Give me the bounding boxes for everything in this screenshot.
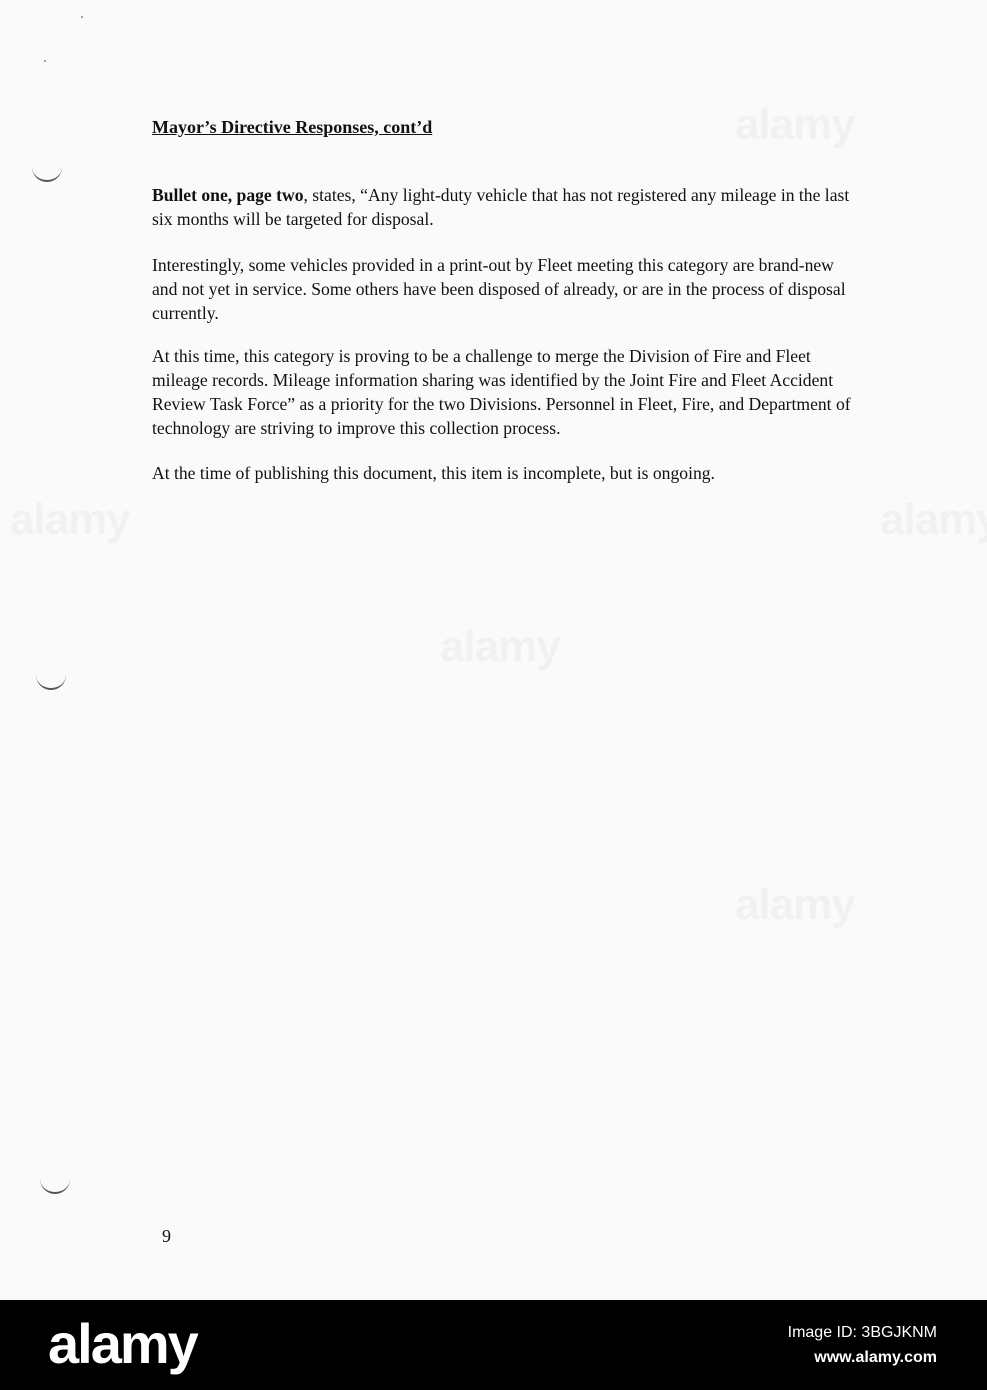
stock-url: www.alamy.com: [814, 1349, 937, 1366]
watermark: [735, 100, 855, 150]
image-id: Image ID: 3BGJKNM: [787, 1324, 937, 1341]
page-number: 9: [162, 1226, 171, 1246]
document-title: Mayor’s Directive Responses, cont’d: [152, 117, 433, 137]
paragraph-4: [152, 461, 872, 485]
paragraph-3: [152, 344, 864, 440]
paragraph-1-text: , states, “Any light-duty vehicle that has not registered any mileage in the last six months will be targeted for disposal.: [152, 185, 850, 229]
paragraph-4-text: At the time of publishing this document, this item is incomplete, but is ongoing.: [152, 463, 715, 483]
watermark: [440, 622, 560, 672]
stock-footer-bar: [0, 1300, 987, 1390]
paragraph-2-text: Interestingly, some vehicles provided in a print-out by Fleet meeting this category are brand-new and not yet in service. Some others have been disposed of already, or are in the process of disposal currently.: [152, 255, 846, 323]
scan-speck: [81, 16, 83, 18]
alamy-logo: alamy: [48, 1312, 197, 1375]
scan-speck: [44, 60, 46, 62]
paragraph-1: [152, 183, 872, 231]
binder-hole-bottom: [40, 1178, 70, 1194]
paragraph-1-lead: Bullet one, page two: [152, 185, 304, 205]
binder-hole-top: [32, 166, 62, 182]
paragraph-3-text: At this time, this category is proving to be a challenge to merge the Division of Fire and Fleet mileage records. Mileage information sharing was identified by the Joint Fire and Fleet Accident Review Task Force” as a priority for the two Divisions. Personnel in Fleet, Fire, and Department of technology are striving to improve this collection process.: [152, 346, 851, 438]
watermark: [735, 880, 855, 930]
watermark: [10, 495, 130, 545]
binder-hole-middle: [36, 674, 66, 690]
paragraph-2: [152, 253, 852, 325]
watermark: [880, 495, 987, 545]
